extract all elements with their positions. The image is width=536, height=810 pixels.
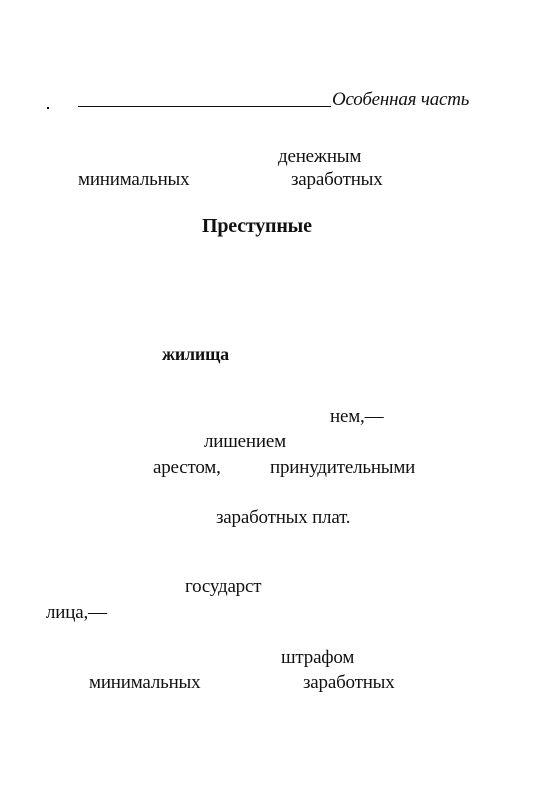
word-lisheniem: лишением [204,431,286,452]
header-rule [78,106,331,107]
word-minimalnykh-1: минимальных [78,169,190,190]
header-dot [47,107,49,109]
word-zarabotnykh-1: заработных [291,169,383,190]
word-zarabotnykh-2: заработных [303,672,395,693]
heading-prestupnye: Преступные [202,215,312,237]
word-litsa: лица,— [46,602,107,623]
subheading-zhilishcha: жилища [162,344,229,364]
word-shtrafom: штрафом [281,647,355,668]
section-title: Особенная часть [332,89,470,110]
word-zarabotnykh-plat: заработных плат. [216,507,351,528]
word-arestom: арестом, [153,457,221,478]
word-nem: нем,— [330,406,384,427]
word-prinuditelnymi: принудительными [270,457,416,478]
word-gosudarst: государст [185,576,262,597]
word-denezhnym: денежным [278,146,362,167]
word-minimalnykh-2: минимальных [89,672,201,693]
